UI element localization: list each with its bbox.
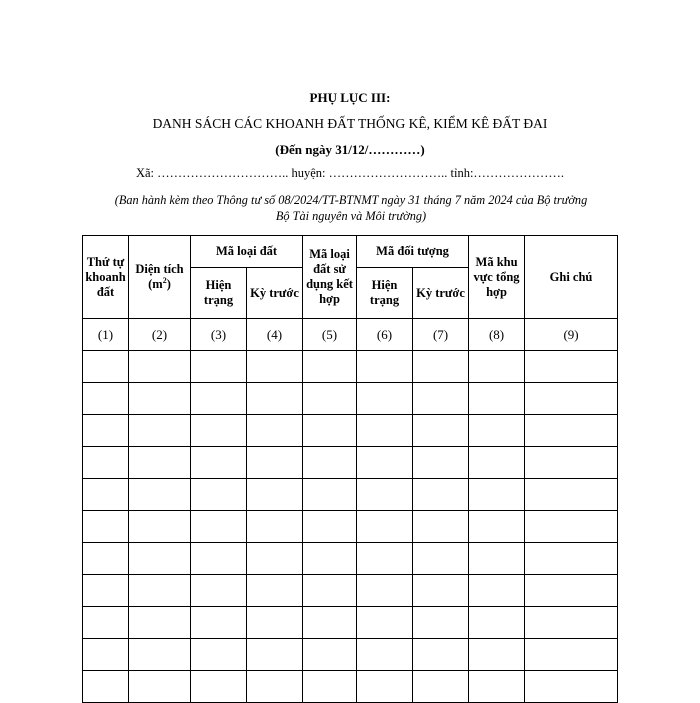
table-cell: [83, 543, 129, 575]
table-cell: [525, 671, 618, 703]
table-cell: [303, 447, 357, 479]
table-row: [83, 671, 618, 703]
table-cell: [357, 671, 413, 703]
table-cell: [469, 479, 525, 511]
table-cell: [525, 511, 618, 543]
table-cell: [191, 671, 247, 703]
table-cell: [303, 479, 357, 511]
col-area-header: Diện tích $(m^2)$: [129, 236, 191, 319]
table-cell: [525, 639, 618, 671]
table-cell: [83, 607, 129, 639]
column-number-row: [83, 319, 618, 351]
table-cell: [129, 447, 191, 479]
table-cell: [303, 671, 357, 703]
table-cell: [303, 383, 357, 415]
table-cell: [357, 479, 413, 511]
table-cell: [413, 607, 469, 639]
column-number: (7): [413, 319, 469, 351]
table-cell: [191, 383, 247, 415]
appendix-heading: PHỤ LỤC III:: [309, 90, 391, 105]
table-row: [83, 447, 618, 479]
table-cell: [413, 671, 469, 703]
column-number: (3): [191, 319, 247, 351]
table-cell: [83, 511, 129, 543]
table-cell: [129, 575, 191, 607]
table-cell: [525, 607, 618, 639]
table-row: [83, 575, 618, 607]
column-number: (2): [129, 319, 191, 351]
table-cell: [191, 351, 247, 383]
table-cell: [129, 511, 191, 543]
table-cell: [357, 415, 413, 447]
table-row: [83, 383, 618, 415]
table-cell: [469, 415, 525, 447]
table-cell: [413, 543, 469, 575]
table-cell: [247, 607, 303, 639]
col-note-header: Ghi chú: [525, 236, 618, 319]
issued-by-line-1: (Ban hành kèm theo Thông tư số 08/2024/TT-BTNMT ngày 31 tháng 7 năm 2024 của Bộ trưởng: [114, 193, 588, 207]
table-cell: [357, 447, 413, 479]
table-cell: [525, 575, 618, 607]
table-cell: [357, 383, 413, 415]
col-combined-land-header: Mã loại đất sử dụng kết hợp: [303, 236, 357, 319]
table-cell: [469, 639, 525, 671]
table-cell: [525, 479, 618, 511]
table-cell: [413, 479, 469, 511]
parcel-table: [82, 235, 618, 703]
column-number: (4): [247, 319, 303, 351]
group-land-type-header: Mã loại đất: [191, 236, 303, 268]
table-cell: [525, 351, 618, 383]
table-cell: [247, 543, 303, 575]
table-cell: [357, 511, 413, 543]
table-cell: [247, 511, 303, 543]
table-cell: [303, 575, 357, 607]
table-row: [83, 639, 618, 671]
table-cell: [83, 639, 129, 671]
table-cell: [413, 447, 469, 479]
column-number: (1): [83, 319, 129, 351]
table-cell: [303, 607, 357, 639]
table-cell: [129, 479, 191, 511]
table-cell: [469, 511, 525, 543]
table-cell: [191, 479, 247, 511]
table-cell: [129, 671, 191, 703]
table-cell: [247, 415, 303, 447]
col-subject-previous-header: Kỳ trước: [413, 268, 469, 319]
table-cell: [191, 575, 247, 607]
header-row-1: [83, 236, 618, 268]
table-cell: [413, 383, 469, 415]
table-cell: [129, 607, 191, 639]
table-cell: [83, 447, 129, 479]
document-title: DANH SÁCH CÁC KHOANH ĐẤT THỐNG KÊ, KIỂM KÊ ĐẤT ĐAI: [152, 116, 548, 131]
table-cell: [129, 383, 191, 415]
table-cell: [303, 351, 357, 383]
table-cell: [525, 415, 618, 447]
table-row: [83, 543, 618, 575]
location-line: Xã: ………………………….. huyện: ……………………….. tỉnh:………………….: [135, 166, 565, 180]
table-cell: [413, 639, 469, 671]
table-cell: [303, 511, 357, 543]
table-row: [83, 351, 618, 383]
table-cell: [469, 575, 525, 607]
table-cell: [83, 351, 129, 383]
table-cell: [129, 351, 191, 383]
table-cell: [525, 383, 618, 415]
table-cell: [83, 671, 129, 703]
column-number: (5): [303, 319, 357, 351]
table-cell: [129, 415, 191, 447]
table-cell: [83, 479, 129, 511]
table-row: [83, 511, 618, 543]
col-order-header: Thứ tự khoanh đất: [83, 236, 129, 319]
issued-by-note: [78, 192, 624, 224]
table-cell: [191, 607, 247, 639]
column-number: (8): [469, 319, 525, 351]
table-cell: [469, 607, 525, 639]
table-cell: [247, 671, 303, 703]
table-cell: [525, 447, 618, 479]
table-cell: [469, 543, 525, 575]
table-cell: [469, 383, 525, 415]
table-cell: [357, 543, 413, 575]
table-cell: [83, 383, 129, 415]
group-subject-header: Mã đối tượng: [357, 236, 469, 268]
table-cell: [413, 415, 469, 447]
table-cell: [357, 607, 413, 639]
table-cell: [469, 447, 525, 479]
table-cell: [413, 575, 469, 607]
table-cell: [247, 447, 303, 479]
table-cell: [247, 575, 303, 607]
table-row: [83, 607, 618, 639]
table-cell: [357, 351, 413, 383]
table-cell: [129, 639, 191, 671]
table-cell: [303, 543, 357, 575]
as-of-date: (Đến ngày 31/12/…………): [275, 142, 425, 157]
table-cell: [525, 543, 618, 575]
table-cell: [469, 671, 525, 703]
table-cell: [357, 639, 413, 671]
table-cell: [247, 383, 303, 415]
table-row: [83, 479, 618, 511]
table-cell: [83, 415, 129, 447]
table-cell: [191, 639, 247, 671]
table-cell: [357, 575, 413, 607]
table-cell: [247, 351, 303, 383]
col-subject-current-header: Hiện trạng: [357, 268, 413, 319]
column-number: (9): [525, 319, 618, 351]
table-cell: [303, 639, 357, 671]
table-cell: [413, 351, 469, 383]
column-number: (6): [357, 319, 413, 351]
table-row: [83, 415, 618, 447]
table-cell: [191, 511, 247, 543]
table-cell: [247, 479, 303, 511]
col-previous-header: Kỳ trước: [247, 268, 303, 319]
table-cell: [129, 543, 191, 575]
table-cell: [413, 511, 469, 543]
table-cell: [191, 447, 247, 479]
table-cell: [469, 351, 525, 383]
table-cell: [83, 575, 129, 607]
table-cell: [191, 543, 247, 575]
table-cell: [247, 639, 303, 671]
issued-by-line-2: Bộ Tài nguyên và Môi trường): [275, 209, 427, 223]
table-cell: [191, 415, 247, 447]
col-aggregate-area-header: Mã khu vực tổng hợp: [469, 236, 525, 319]
col-current-header: Hiện trạng: [191, 268, 247, 319]
table-cell: [303, 415, 357, 447]
